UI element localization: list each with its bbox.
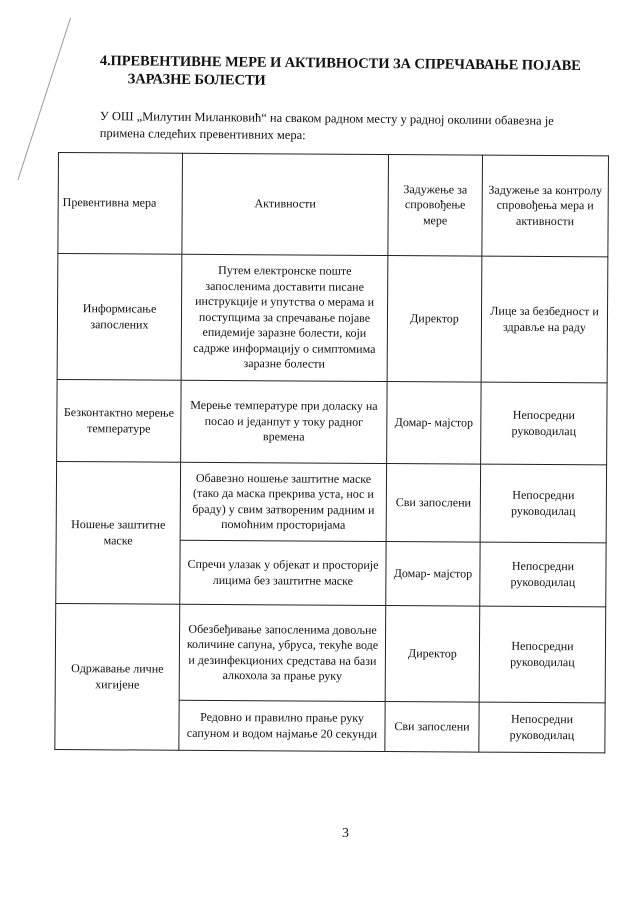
cell-activity: Мерење температуре при доласку на посао и једанпут у току радног времена xyxy=(181,380,387,463)
header-activities: Активности xyxy=(182,153,389,255)
header-responsible: Задужење за спровођење мере xyxy=(388,155,483,257)
cell-activity: Обезбеђивање запосленима довољне количине сапуна, убруса, текуће воде и дезинфекционих средстава на бази алкохола за прање руку xyxy=(179,604,386,701)
cell-responsible: Сви запослени xyxy=(385,702,479,753)
cell-control: Лице за безбедност и здравље на раду xyxy=(481,256,608,383)
cell-activity: Редовно и правилно прање руку сапуном и водом најмање 20 секунди xyxy=(179,700,385,751)
header-measure: Превентивна мера xyxy=(58,153,183,255)
cell-control: Непосредни руководилац xyxy=(479,702,605,753)
section-heading xyxy=(100,52,600,93)
cell-activity: Спречи улазак у објекат и просторије лицима без заштитне маске xyxy=(180,540,386,605)
table-row xyxy=(57,379,607,464)
heading-line-2: ЗАРАЗНЕ БОЛЕСТИ xyxy=(127,71,266,89)
header-control: Задужење за контролу спровођења мера и активности xyxy=(482,155,609,257)
heading-line-1: 4.ПРЕВЕНТИВНЕ МЕРЕ И АКТИВНОСТИ ЗА СПРЕЧАВАЊЕ ПОЈАВЕ xyxy=(99,52,581,75)
measures-table-wrapper xyxy=(54,152,608,753)
cell-control: Непосредни руководилац xyxy=(481,382,607,465)
cell-responsible: Домар- мајстор xyxy=(387,382,481,465)
cell-control: Непосредни руководилац xyxy=(480,542,606,607)
cell-control: Непосредни руководилац xyxy=(480,464,606,543)
table-row xyxy=(56,461,606,542)
intro-paragraph: У ОШ „Милутин Миланковић“ на сваком радном месту у радној околини обавезна је примена следећих превентивних мера: xyxy=(99,108,554,143)
cell-responsible: Директор xyxy=(387,256,482,383)
table-row xyxy=(55,603,606,702)
table-header-row xyxy=(58,153,609,257)
page-number: 3 xyxy=(342,826,349,841)
cell-measure: Ношење заштитне маске xyxy=(56,461,181,604)
cell-responsible: Директор xyxy=(385,606,480,703)
cell-responsible: Сви запослени xyxy=(386,464,480,543)
cell-responsible: Домар- мајстор xyxy=(386,542,480,607)
cell-measure: Информисање запослених xyxy=(57,254,182,381)
cell-measure: Безконтактно мерење температуре xyxy=(57,379,181,462)
cell-activity: Путем електронске поште запосленима доставити писане инструкције и упутства о мерама и поступцима за спречавање појаве епидемије заразне болести, који садрже информацију о симптомима заразне болести xyxy=(181,254,388,381)
cell-measure: Одржавање личне хигијене xyxy=(55,603,180,750)
measures-table xyxy=(54,152,609,753)
table-row xyxy=(57,254,608,383)
cell-activity: Обавезно ношење заштитне маске (тако да маска прекрива уста, нос и браду) у свим затвореним радним и помоћним просторијама xyxy=(180,462,386,541)
cell-control: Непосредни руководилац xyxy=(479,606,606,703)
